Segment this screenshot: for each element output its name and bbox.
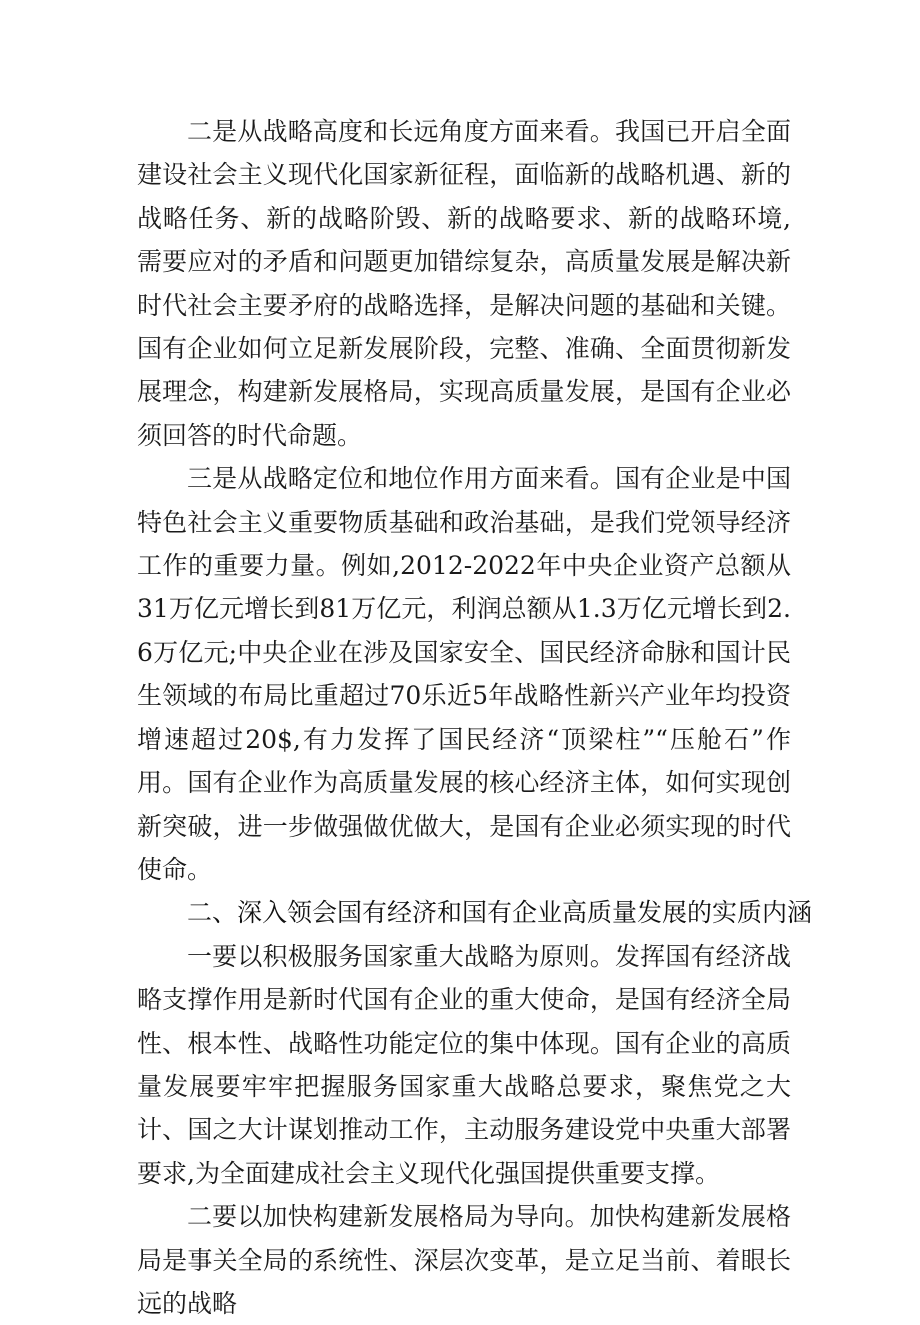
document-body	[137, 110, 813, 1325]
section-heading: 二、深入领会国有经济和国有企业高质量发展的实质内涵	[187, 898, 813, 928]
paragraph-serve-national-strategy: 一要以积极服务国家重大战略为原则。发挥国有经济战略支撑作用是新时代国有企业的重大使命，是国有经济全局性、根本性、战略性功能定位的集中体现。国有企业的高质量发展要牢牢把握服务国家重大战略总要求，聚焦党之大计、国之大计谋划推动工作，主动服务建设党中央重大部署要求,为全面建成社会主义现代化强国提供重要支撑。	[137, 941, 791, 1188]
paragraph-strategic-position: 三是从战略定位和地位作用方面来看。国有企业是中国特色社会主义重要物质基础和政治基础，是我们党领导经济工作的重要力量。例如,2012-2022年中央企业资产总额从31万亿元增长到81万亿元，利润总额从1.3万亿元增长到2.6万亿元;中央企业在涉及国家安全、国民经济命脉和国计民生领域的布局比重超过70乐近5年战略性新兴产业年均投资增速超过20$,有力发挥了国民经济“顶梁柱”“压舱石”作用。国有企业作为高质量发展的核心经济主体，如何实现创新突破，进一步做强做优做大，是国有企业必须实现的时代使命。	[137, 464, 791, 884]
paragraph-new-development-pattern: 二要以加快构建新发展格局为导向。加快构建新发展格局是事关全局的系统性、深层次变革，是立足当前、着眼长远的战略	[137, 1202, 791, 1318]
paragraph-strategic-height: 二是从战略高度和长远角度方面来看。我国已开启全面建设社会主义现代化国家新征程，面临新的战略机遇、新的战略任务、新的战略阶毁、新的战略要求、新的战略环境,需要应对的矛盾和问题更加错综复杂，高质量发展是解决新时代社会主要矛府的战略选择，是解决问题的基础和关键。国有企业如何立足新发展阶段，完整、准确、全面贯彻新发展理念，构建新发展格局，实现高质量发展，是国有企业必须回答的时代命题。	[137, 117, 791, 450]
